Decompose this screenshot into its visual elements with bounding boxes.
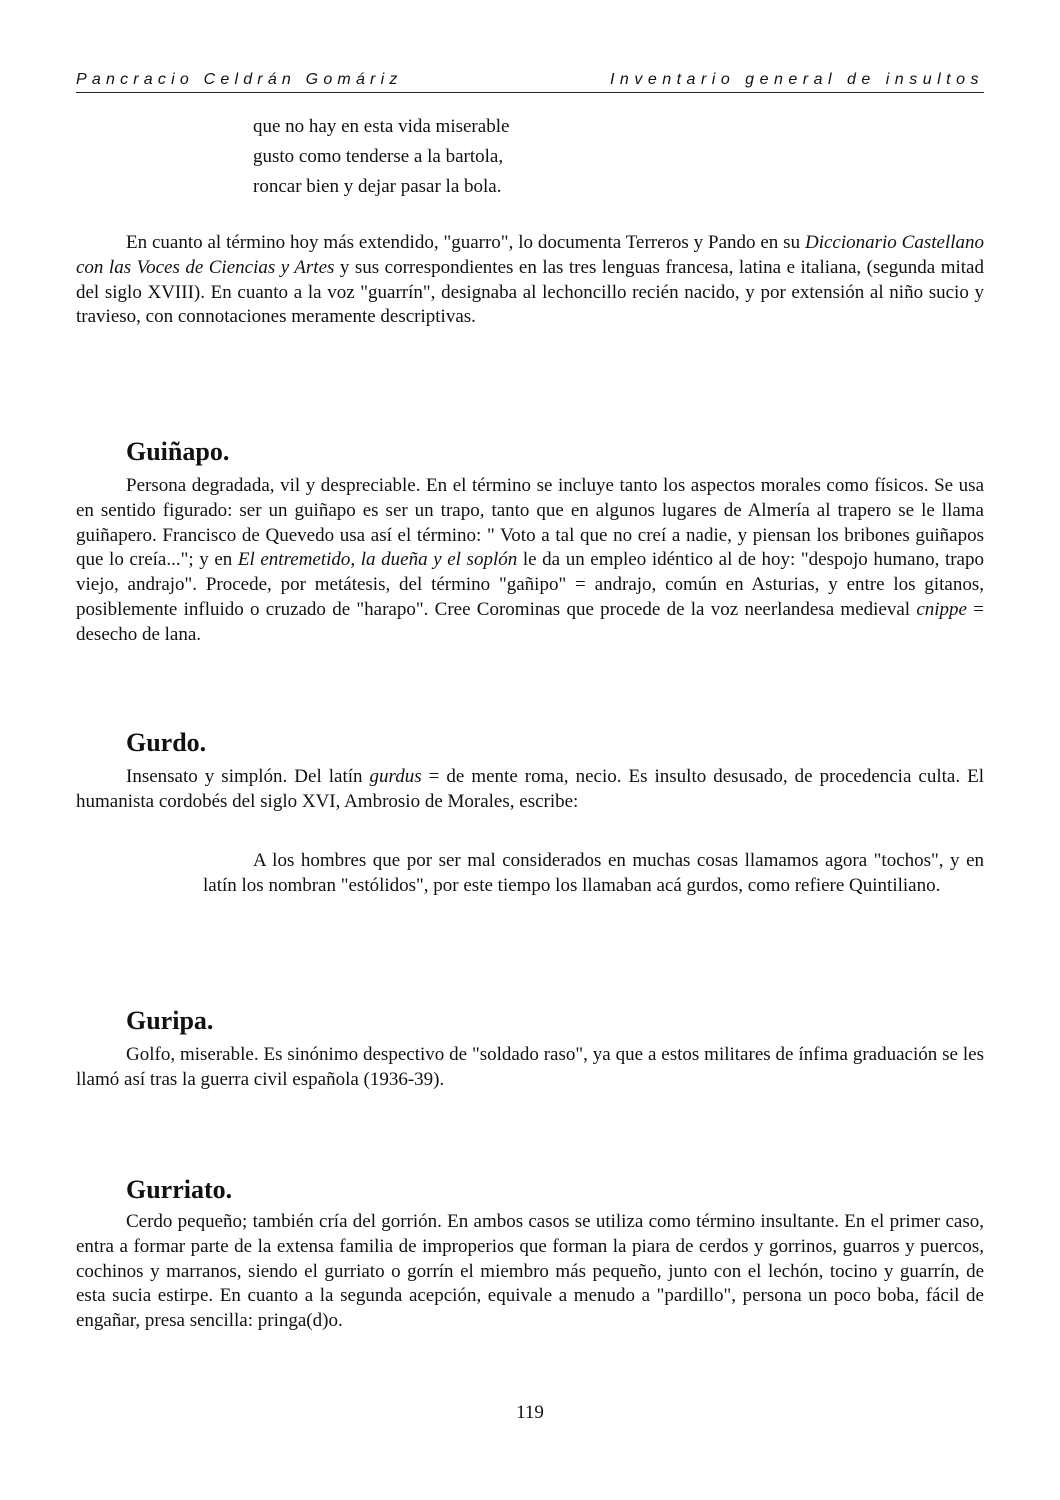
intro-paragraph: En cuanto al término hoy más extendido, "guarro", lo documenta Terreros y Pando en su Diccionario Castellano con las Voces de Ciencias y Artes y sus correspondientes en las tres lenguas francesa, latina e italiana, (segunda mitad del siglo XVIII). En cuanto a la voz "guarrín", designaba al lechoncillo recién nacido, y por extensión al niño sucio y travieso, con connotaciones meramente descriptivas. <box>76 232 984 328</box>
verse-line: que no hay en esta vida miserable <box>253 116 510 137</box>
verse-line: roncar bien y dejar pasar la bola. <box>253 176 502 197</box>
entry-heading-guinapo: Guiñapo. <box>126 437 230 466</box>
entry-heading-gurdo: Gurdo. <box>126 728 207 757</box>
entry-body-guinapo: Persona degradada, vil y despreciable. En el término se incluye tanto los aspectos morales como físicos. Se usa en sentido figurado: ser un guiñapo es ser un trapo, tanto que en algunos lugares de Almería al trapero se le llama guiñapero. Francisco de Quevedo usa así el término: " Voto a tal que no creí a nadie, y piensan los bribones guiñapos que lo creía..."; y en El entremetido, la dueña y el soplón le da un empleo idéntico al de hoy: "despojo humano, trapo viejo, andrajo". Procede, por metátesis, del término "gañipo" = andrajo, común en Asturias, y entre los gitanos, posiblemente influido o cruzado de "harapo". Cree Corominas que procede de la voz neerlandesa medieval cnippe = desecho de lana. <box>76 475 984 645</box>
header-book-title: Inventario general de insultos <box>609 71 984 88</box>
entry-heading-gurriato: Gurriato. <box>126 1175 233 1204</box>
page-number: 119 <box>516 1402 544 1423</box>
header-author: Pancracio Celdrán Gomáriz <box>76 71 403 88</box>
etymon-word: gurdus <box>369 766 422 787</box>
book-title: Diccionario Castellano con las Voces de Ciencias y Artes <box>76 232 984 278</box>
block-quote: A los hombres que por ser mal considerados en muchas cosas llamamos agora "tochos", y en latín los nombran "estólidos", por este tiempo los llamaban acá gurdos, como refiere Quintiliano. <box>203 850 984 896</box>
entry-body-gurdo: Insensato y simplón. Del latín gurdus = de mente roma, necio. Es insulto desusado, de procedencia culta. El humanista cordobés del siglo XVI, Ambrosio de Morales, escribe: <box>76 766 984 812</box>
etymon-word: cnippe <box>916 598 967 620</box>
running-header <box>76 68 984 93</box>
entry-heading-guripa: Guripa. <box>126 1006 214 1035</box>
verse-line: gusto como tenderse a la bartola, <box>253 146 504 167</box>
verse-quote <box>253 112 509 202</box>
entry-body-guripa: Golfo, miserable. Es sinónimo despectivo de "soldado raso", ya que a estos militares de ínfima graduación se les llamó así tras la guerra civil española (1936-39). <box>76 1044 984 1090</box>
work-title: El entremetido, la dueña y el soplón <box>237 549 518 571</box>
entry-body-gurriato: Cerdo pequeño; también cría del gorrión. En ambos casos se utiliza como término insultante. En el primer caso, entra a formar parte de la extensa familia de improperios que forman la piara de cerdos y gorrinos, guarros y puercos, cochinos y marranos, siendo el gurriato o gorrín el miembro más pequeño, junto con el lechón, tocino y guarrín, de esta sucia estirpe. En cuanto a la segunda acepción, equivale a menudo a "pardillo", persona un poco boba, fácil de engañar, presa sencilla: pringa(d)o. <box>76 1211 984 1332</box>
